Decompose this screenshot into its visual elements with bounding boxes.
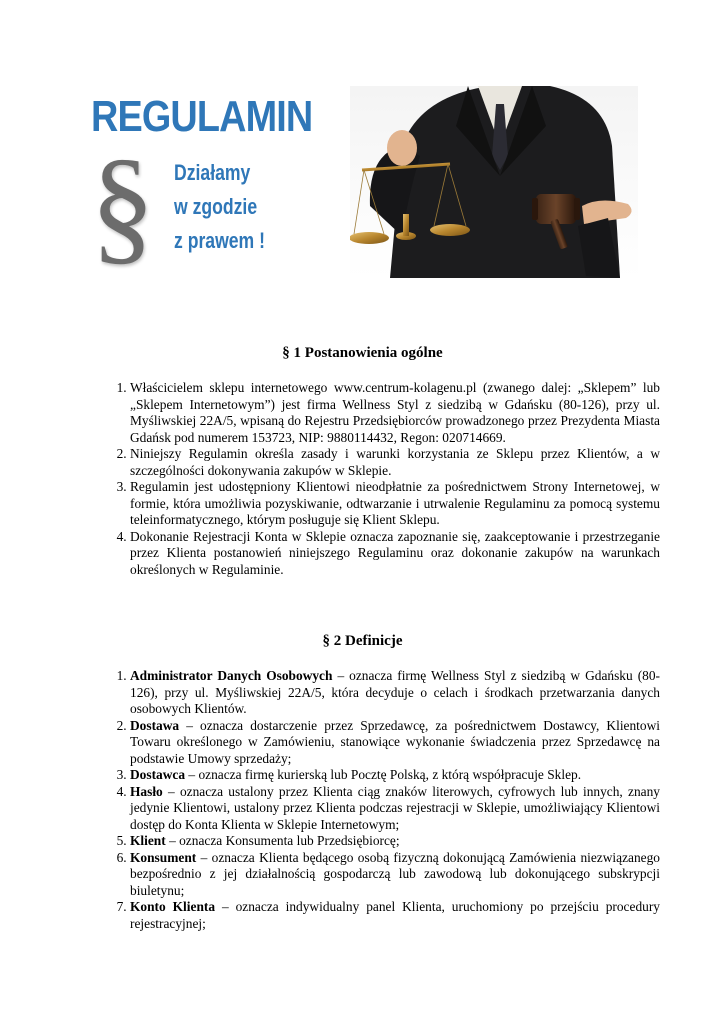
- list-item: 4. Dokonanie Rejestracji Konta w Sklepie oznacza zapoznanie się, zaakceptowanie i przestrzeganie przez Klienta postanowień niniejszego Regulaminu oraz dokonanie zakupów na warunkach określonych w Regulaminie.: [130, 529, 660, 579]
- list-item: [130, 899, 660, 932]
- list-item: [130, 784, 660, 834]
- lawyer-scales-gavel-photo: [350, 86, 638, 278]
- list-item: [130, 833, 660, 850]
- list-item: [130, 850, 660, 900]
- definition-term: Hasło: [130, 783, 163, 799]
- list-item: 3. Regulamin jest udostępniony Klientowi nieodpłatnie za pośrednictwem Strony Internetowej, w formie, która umożliwia pozyskiwanie, odtwarzanie i utrwalenie Regulaminu za pomocą systemu teleinformatycznego, którym posługuje się Klient Sklepu.: [130, 479, 660, 529]
- section-2-title: § 2 Definicje: [322, 633, 403, 649]
- banner-text: [88, 86, 338, 286]
- definition-term: Dostawca: [130, 767, 186, 782]
- section-2-list: [108, 668, 660, 932]
- list-item: 1. Właścicielem sklepu internetowego www.centrum-kolagenu.pl (zwanego dalej: „Sklepem” lub „Sklepem Internetowym”) jest firma Wellness Styl z siedzibą w Gdańsku (80-126), przy ul. Myśliwskiej 22A/5, wpisaną do Rejestru Przedsiębiorców prowadzonego przez Prezydenta Miasta Gdańsk pod numerem 153723, NIP: 9880114432, Regon: 020714669.: [130, 380, 660, 446]
- list-item: [130, 668, 660, 718]
- definition-text: – oznacza ustalony przez Klienta ciąg znaków literowych, cyfrowych lub innych, znany jedynie Klientowi, ustalony przez Klienta podczas rejestracji w Sklepie, umożliwiający Klientowi dostęp do Konta Klienta w Sklepie Internetowym;: [130, 783, 660, 832]
- definition-text: – oznacza Klienta będącego osobą fizyczną dokonującą Zamówienia niezwiązanego bezpośrednio z jej działalnością gospodarczą lub zawodową lub dokonującego subskrypcji biuletynu;: [130, 849, 660, 898]
- definition-text: – oznacza indywidualny panel Klienta, uruchomiony po przejściu procedury rejestracyjnej;: [130, 899, 660, 931]
- definition-term: Administrator Danych Osobowych: [130, 668, 333, 683]
- definition-term: Konsument: [130, 849, 197, 865]
- list-item: [130, 718, 660, 768]
- definition-text: – oznacza Konsumenta lub Przedsiębiorcę;: [165, 833, 400, 848]
- definition-text: – oznacza firmę Wellness Styl z siedzibą w Gdańsku (80-126), przy ul. Myśliwskiej 22A/5, która decyduje o celach i środkach przetwarzania danych osobowych Klientów.: [130, 668, 661, 716]
- definition-term: Konto Klienta: [130, 899, 216, 914]
- banner: [88, 86, 638, 286]
- slogan-line-2: w zgodzie: [174, 194, 258, 219]
- list-item: 2. Niniejszy Regulamin określa zasady i warunki korzystania ze Sklepu przez Klientów, a w szczególności dokonywania zakupów w Sklepie.: [130, 446, 660, 479]
- slogan-line-1: Działamy: [174, 160, 251, 185]
- definition-text: – oznacza dostarczenie przez Sprzedawcę, za pośrednictwem Dostawcy, Klientowi Towaru określonego w Zamówieniu, stanowiące wykonanie świadczenia przez Sprzedawcę na podstawie Umowy sprzedaży;: [130, 717, 660, 766]
- banner-title: REGULAMIN: [91, 92, 313, 141]
- list-item: [130, 767, 660, 784]
- slogan-line-3: z prawem !: [174, 228, 265, 253]
- section-1-list: [108, 380, 660, 578]
- section-1-title: § 1 Postanowienia ogólne: [282, 345, 443, 361]
- paragraph-sign-icon: §: [90, 133, 155, 277]
- definition-term: Dostawa: [130, 717, 180, 733]
- definition-term: Klient: [130, 833, 166, 848]
- definition-text: – oznacza firmę kurierską lub Pocztę Polską, z którą współpracuje Sklep.: [185, 767, 582, 782]
